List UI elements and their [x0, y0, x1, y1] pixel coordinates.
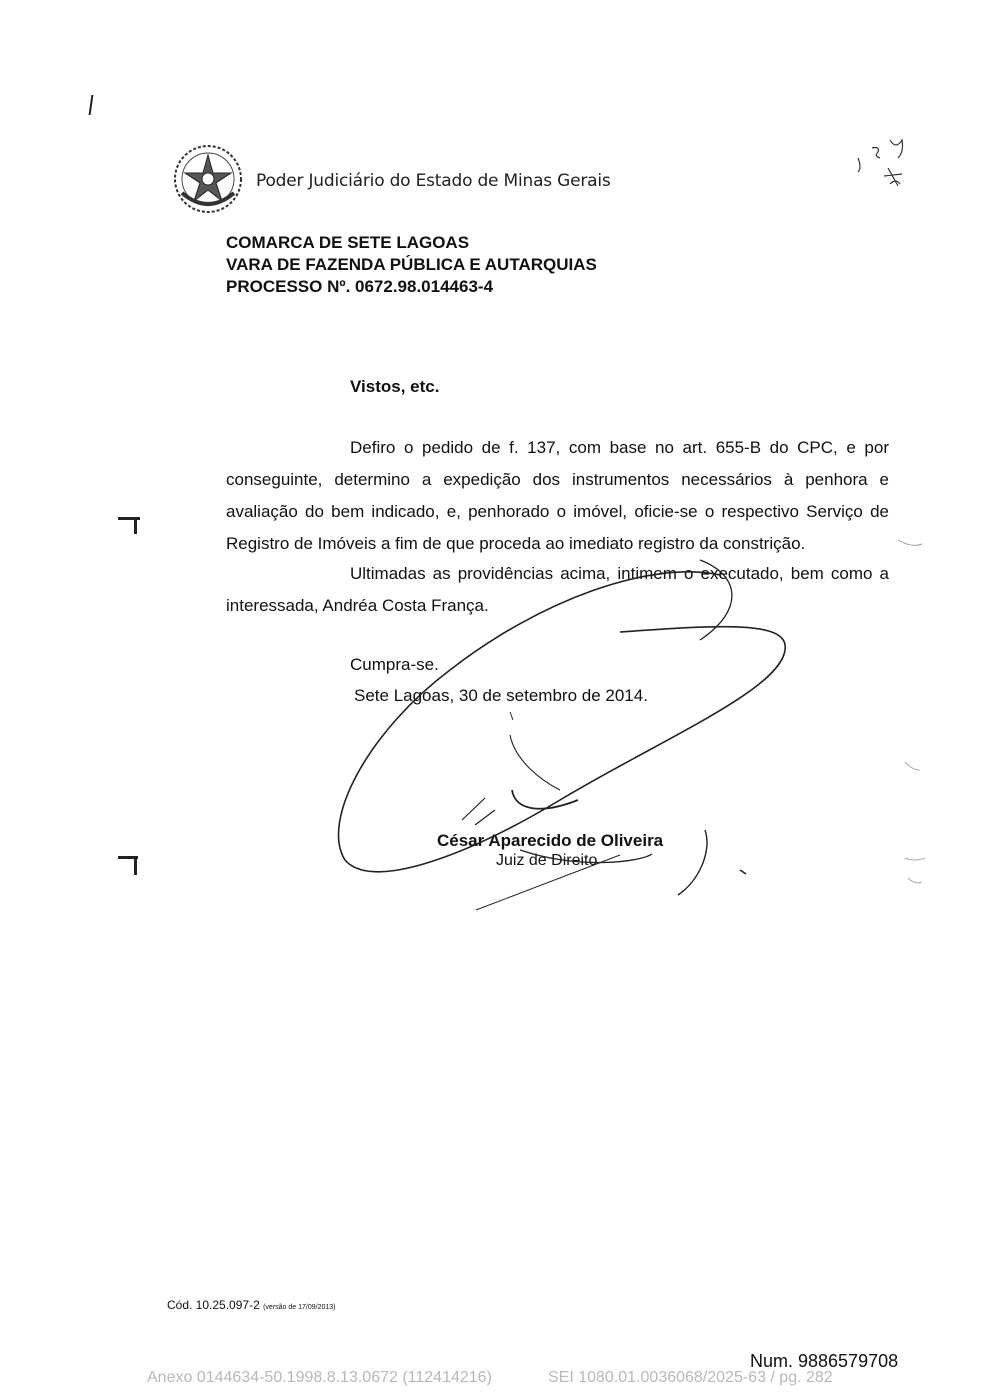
margin-mark: [89, 95, 94, 115]
greeting: Vistos, etc.: [350, 377, 440, 396]
place-date: Sete Lagoas, 30 de setembro de 2014.: [354, 686, 648, 705]
closing: Cumpra-se.: [350, 655, 439, 674]
judge-title: Juiz de Direito: [496, 852, 598, 869]
form-code: Cód. 10.25.097-2 (versão de 17/09/2013): [167, 1298, 336, 1312]
institution-name: Poder Judiciário do Estado de Minas Gerais: [256, 171, 611, 191]
comarca-heading: COMARCA DE SETE LAGOAS: [226, 233, 470, 252]
paragraph-2: Ultimadas as providências acima, intimem o executado, bem como a interessada, Andréa Costa França.: [226, 564, 889, 615]
document-number: Num. 9886579708: [750, 1351, 899, 1371]
margin-mark: [134, 857, 137, 875]
judge-name: César Aparecido de Oliveira: [437, 831, 664, 850]
paragraph-1: Defiro o pedido de f. 137, com base no art. 655-B do CPC, e por conseguinte, determino a expedição dos instrumentos necessários à penhora e avaliação do bem indicado, e, penhorado o imóvel, oficie-se o respectivo Serviço de Registro de Imóveis a fim de que proceda ao imediato registro da constrição.: [226, 438, 889, 553]
processo-heading: PROCESSO Nº. 0672.98.014463-4: [226, 277, 494, 296]
sei-reference: SEI 1080.01.0036068/2025-63 / pg. 282: [548, 1369, 833, 1386]
margin-mark: [134, 518, 137, 534]
coat-of-arms-seal-icon: [172, 143, 244, 215]
vara-heading: VARA DE FAZENDA PÚBLICA E AUTARQUIAS: [226, 255, 597, 274]
annex-reference: Anexo 0144634-50.1998.8.13.0672 (112414216): [147, 1369, 492, 1386]
